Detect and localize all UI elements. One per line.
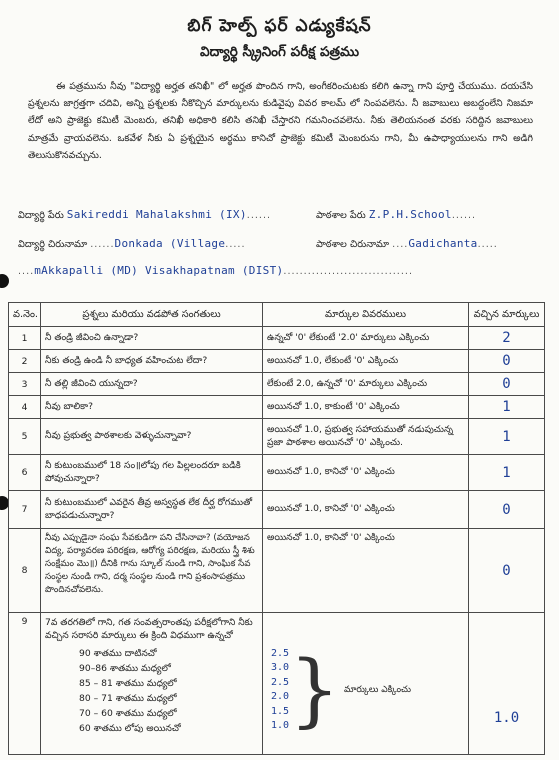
table-row: [9, 350, 545, 373]
row-question: నీవు ఎప్పుడైనా సంఘ సేవకుడిగా పని చేసినావా? (వయోజన విద్య, పర్యావరణ పరిరక్షణ, ఆరోగ్య పరిరక్షణ, మరియు స్త్రీ శిశు సంక్షేమం మొ॥) దీనికి గాను స్కూల్ నుండి గాని, సాంఘిక సేవ సంస్థల నుండి గాని, దర్మ సంస్థల నుండి గాని ప్రశంసాపత్రము పొందినచోవలెను.: [41, 529, 263, 613]
address-line2-value: mAkkapalli (MD) Visakhapatnam (DIST): [34, 264, 284, 277]
school-name-value: Z.P.H.School: [368, 208, 452, 221]
row-score[interactable]: 1: [469, 396, 545, 419]
table-row: [9, 455, 545, 491]
form-subtitle: విద్యార్థి స్క్రీనింగ్ పరీక్ష పత్రము: [199, 44, 360, 60]
school-address-label: పాఠశాల చిరునామా: [316, 239, 390, 250]
table-row: [9, 396, 545, 419]
list-item: 1.5: [271, 705, 290, 717]
row-score[interactable]: 0: [469, 350, 545, 373]
row-number: 9: [9, 613, 41, 755]
school-name-field[interactable]: పాఠశాల పేరు Z.P.H.School......: [316, 208, 477, 221]
grade-score-list: [267, 647, 289, 734]
list-item: 60 శాతము లోపు అయినచో: [79, 723, 181, 734]
row-score[interactable]: 1: [469, 419, 545, 455]
row-number: 3: [9, 373, 41, 396]
row-score[interactable]: 2: [469, 327, 545, 350]
grade-score-cell: [263, 613, 469, 755]
punch-hole: [0, 274, 9, 288]
row-question: నీవు బాలికా?: [41, 396, 263, 419]
table-row: [9, 327, 545, 350]
col-header-marks-details: మార్కుల వివరములు: [263, 303, 469, 327]
brace-icon: }: [289, 643, 340, 736]
col-header-question: ప్రశ్నలు మరియు వడపోత సంగతులు: [41, 303, 263, 327]
school-address-value: Gadichanta: [408, 237, 478, 250]
student-name-value: Sakireddi Mahalakshmi (IX): [66, 208, 247, 221]
row-marks-rule: మార్కులు ఎక్కించు: [343, 685, 412, 695]
list-item: 1.0: [271, 720, 290, 731]
list-item: 85 – 81 శాతము మధ్యలో: [79, 678, 177, 689]
list-item: 90–86 శాతము మధ్యలో: [79, 663, 171, 674]
row-marks-rule: లేకుంటే 2.0, ఉన్నచో '0' మార్కులు ఎక్కించు: [263, 373, 469, 396]
row-number: 8: [9, 529, 41, 613]
table-row: [9, 529, 545, 613]
row-question: నీ కుటుంబములో ఎవరైన తీవ్ర అస్వస్థత లేక దీర్ఘ రోగముతో బాధపడుచున్నారా?: [41, 491, 263, 529]
row-score[interactable]: 1.0: [469, 613, 545, 755]
row-number: 4: [9, 396, 41, 419]
school-address-field[interactable]: పాఠశాల చిరునామా ....Gadichanta.....: [316, 237, 498, 250]
row-marks-rule: అయినచో 1.0, ప్రభుత్వ సహాయముతో నడుపుచున్న ప్రజా పాఠశాల అయినచో '0' ఎక్కించు.: [263, 419, 469, 455]
list-item: 3.0: [271, 662, 290, 673]
col-header-serial: వ.నెం.: [9, 303, 41, 327]
row-number: 6: [9, 455, 41, 491]
list-item: 80 – 71 శాతము మధ్యలో: [79, 693, 177, 704]
row-marks-rule: అయినచో 1.0, కానిచో '0' ఎక్కించు: [263, 529, 469, 613]
instructions-paragraph: ఈ పత్రమును నీవు "విద్యార్థి అర్హత తనిఖీ" లో అర్హత పొందిన గాని, అంగీకరించుటకు కలిగి ఉన్నా గాని పూర్తి చేయుము. దయచేసి ప్రశ్నలను జాగ్రత్తగా చదివి, అన్ని ప్రశ్నలకు నీకొచ్చిన మార్కులను కుడివైపు వివర కాలమ్ లో నింపవలెను. నీ జవాబులు అబద్దంలేని నిజమా లేదో అని ప్రాజెక్టు కమిటీ మెంబరు, తనిఖీ అధికారి కలిసి తనిఖీ చేస్తారని గమనించవలెను. నీకు తెలియనంత వరకు సరిద్దిన జవాబులు మాత్రమే వ్రాయవలెను. ఒకవేళ నీకు ఏ ప్రశ్నయైన అర్థము కానిచో ప్రాజెక్టు కమిటీ మెంబరును గాని, మీ ఉపాధ్యాయులను గాని అడిగి తెలుసుకొనవచ్చును.: [28, 81, 533, 161]
student-address-field[interactable]: విద్యార్థి చిరునామా ......Donkada (Village.....: [18, 237, 246, 250]
school-name-label: పాఠశాల పేరు: [316, 210, 366, 221]
row-score[interactable]: 0: [469, 529, 545, 613]
row-score[interactable]: 0: [469, 491, 545, 529]
student-name-field[interactable]: విద్యార్థి పేరు Sakireddi Mahalakshmi (IX)......: [18, 208, 272, 221]
table-row: [9, 491, 545, 529]
row-number: 2: [9, 350, 41, 373]
row-marks-rule: అయినచో 1.0, లేకుంటే '0' ఎక్కించు: [263, 350, 469, 373]
list-item: 2.5: [271, 676, 290, 688]
row-question: నీ తండ్రి జీవించి ఉన్నాడా?: [41, 327, 263, 350]
row-question: నీ కుటుంబములో 18 సం॥లోపు గల పిల్లలందరూ బడికి పోవుచున్నారా?: [41, 455, 263, 491]
row-marks-rule: అయినచో 1.0, కాకుంటే '0' ఎక్కించు: [263, 396, 469, 419]
screening-table: [8, 302, 545, 755]
list-item: 2.0: [271, 691, 290, 702]
address-line2-field[interactable]: ....mAkkapalli (MD) Visakhapatnam (DIST)................................: [18, 264, 414, 277]
row-question: నీవు ప్రభుత్వ పాఠశాలకు వెళ్ళుచున్నావా?: [41, 419, 263, 455]
row-number: 7: [9, 491, 41, 529]
form-title: బిగ్ హెల్ప్ ఫర్ ఎడ్యుకేషన్: [187, 16, 372, 36]
row-marks-rule: అయినచో 1.0, కానిచో '0' ఎక్కించు: [263, 455, 469, 491]
row-score[interactable]: 0: [469, 373, 545, 396]
table-row: [9, 373, 545, 396]
row-question: నీకు తండ్రి ఉండి నీ బాధ్యత వహించుట లేదా?: [41, 350, 263, 373]
student-address-label: విద్యార్థి చిరునామా: [18, 239, 88, 250]
list-item: 70 – 60 శాతము మధ్యలో: [79, 708, 177, 719]
row-question: 7వ తరగతిలో గాని, గత సంవత్సరాంతపు పరీక్షలోగాని నీకు వచ్చిన సరాసరి మార్కులు ఈ క్రింది విధముగా ఉన్నచో: [45, 617, 253, 641]
list-item: 2.5: [271, 647, 290, 659]
row-marks-rule: ఉన్నచో '0' లేకుంటే '2.0' మార్కులు ఎక్కించు: [263, 327, 469, 350]
student-address-value: Donkada (Village: [114, 237, 226, 250]
table-row: [9, 419, 545, 455]
student-name-label: విద్యార్థి పేరు: [18, 210, 64, 221]
col-header-marks-obtained: వచ్చిన మార్కులు: [469, 303, 545, 327]
grade-band-list: [79, 646, 258, 736]
table-row: [9, 613, 545, 755]
row-number: 5: [9, 419, 41, 455]
list-item: 90 శాతము దాటినచో: [79, 648, 157, 659]
row-number: 1: [9, 327, 41, 350]
row-marks-rule: అయినచో 1.0, కానిచో '0' ఎక్కించు: [263, 491, 469, 529]
row-question: నీ తల్లి జీవించి యున్నదా?: [41, 373, 263, 396]
row-score[interactable]: 1: [469, 455, 545, 491]
row-question-cell: [41, 613, 263, 755]
